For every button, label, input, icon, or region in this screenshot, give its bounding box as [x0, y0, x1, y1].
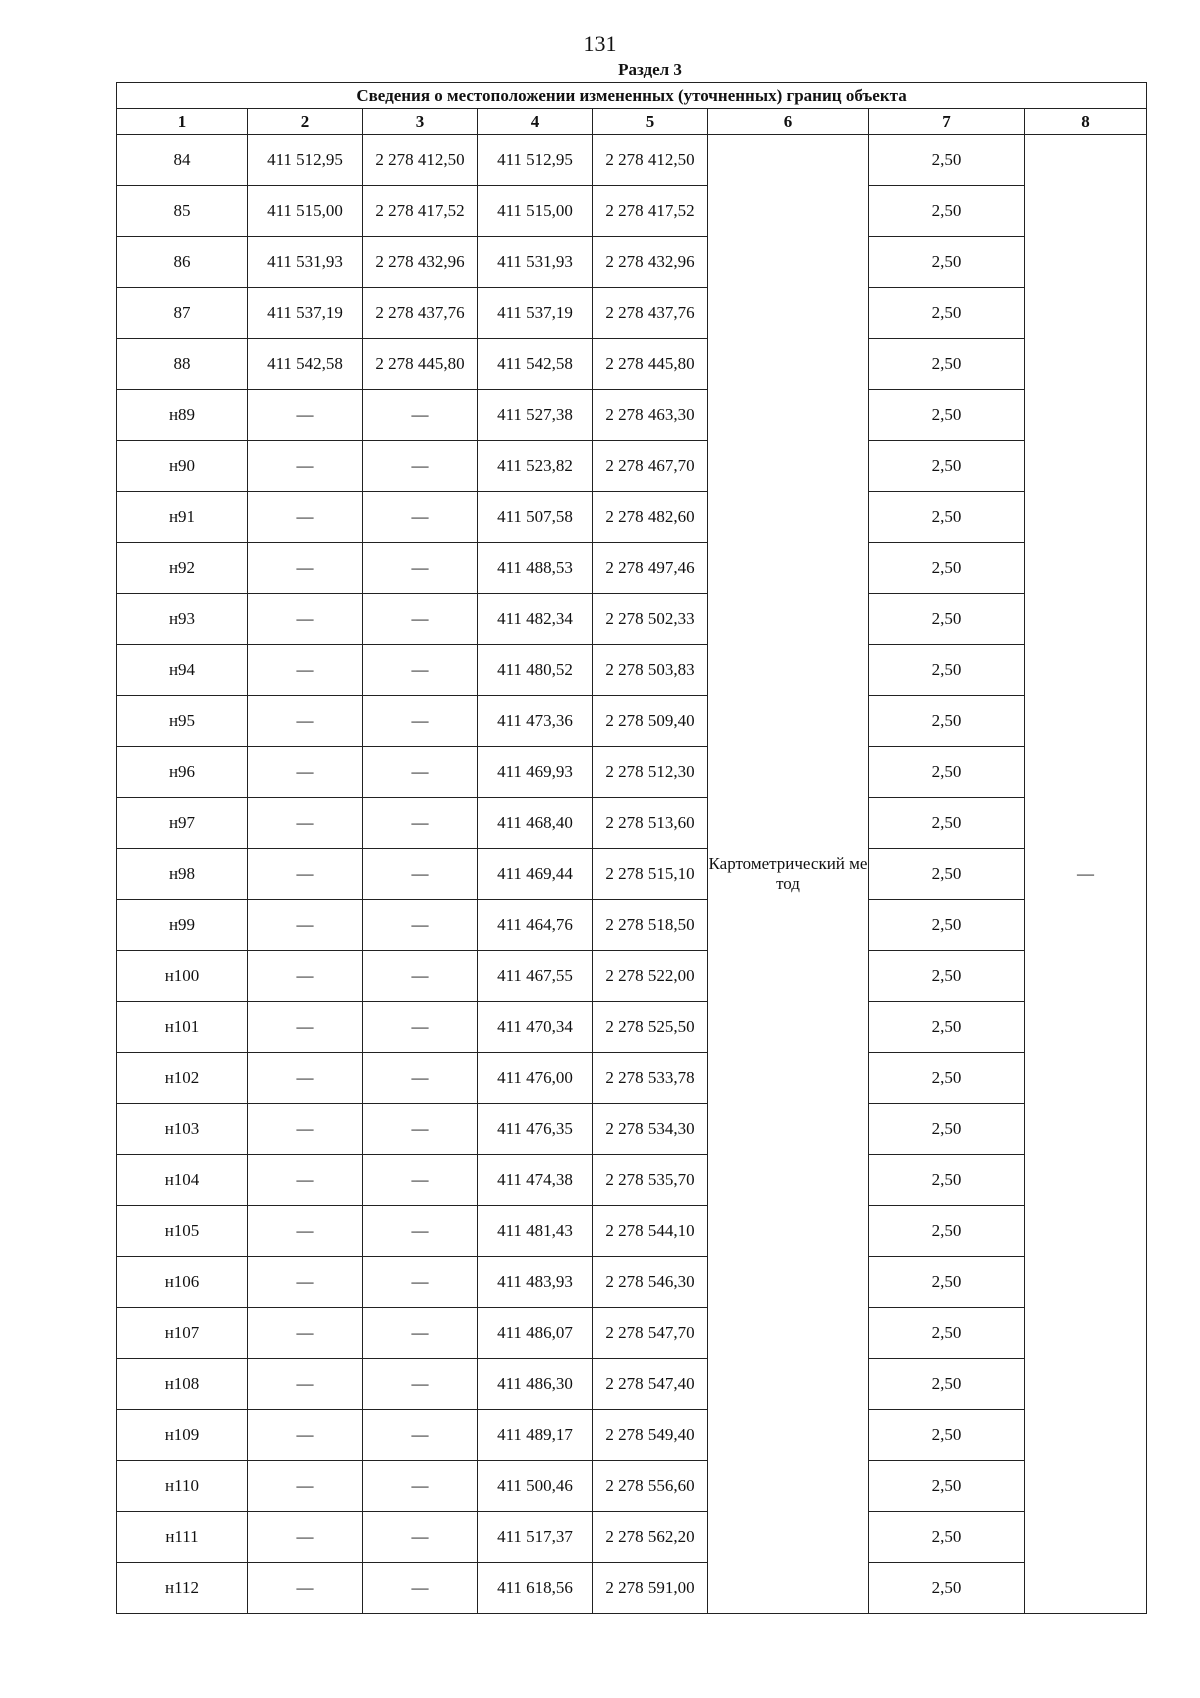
x-new-cell: 411 470,34: [478, 1002, 593, 1053]
y-new-cell: 2 278 417,52: [593, 186, 708, 237]
table-row: [117, 339, 1147, 390]
y-old-cell: —: [363, 798, 478, 849]
column-header-4: 4: [478, 109, 593, 135]
column-header-5: 5: [593, 109, 708, 135]
y-new-cell: 2 278 445,80: [593, 339, 708, 390]
y-new-cell: 2 278 556,60: [593, 1461, 708, 1512]
x-old-cell: —: [248, 645, 363, 696]
point-number-cell: 84: [117, 135, 248, 186]
accuracy-cell: 2,50: [869, 237, 1025, 288]
point-number-cell: н111: [117, 1512, 248, 1563]
y-old-cell: —: [363, 849, 478, 900]
x-new-cell: 411 480,52: [478, 645, 593, 696]
y-old-cell: 2 278 437,76: [363, 288, 478, 339]
x-new-cell: 411 500,46: [478, 1461, 593, 1512]
table-title: Сведения о местоположении измененных (уточненных) границ объекта: [117, 83, 1147, 109]
accuracy-cell: 2,50: [869, 1410, 1025, 1461]
x-new-cell: 411 523,82: [478, 441, 593, 492]
x-old-cell: 411 515,00: [248, 186, 363, 237]
accuracy-cell: 2,50: [869, 1257, 1025, 1308]
y-new-cell: 2 278 549,40: [593, 1410, 708, 1461]
x-new-cell: 411 476,00: [478, 1053, 593, 1104]
table-row: [117, 543, 1147, 594]
y-new-cell: 2 278 515,10: [593, 849, 708, 900]
x-old-cell: —: [248, 492, 363, 543]
column-header-8: 8: [1025, 109, 1147, 135]
x-old-cell: —: [248, 1257, 363, 1308]
y-new-cell: 2 278 535,70: [593, 1155, 708, 1206]
y-old-cell: —: [363, 1053, 478, 1104]
point-number-cell: н91: [117, 492, 248, 543]
x-old-cell: —: [248, 441, 363, 492]
y-new-cell: 2 278 544,10: [593, 1206, 708, 1257]
x-new-cell: 411 486,30: [478, 1359, 593, 1410]
column-header-2: 2: [248, 109, 363, 135]
point-number-cell: н96: [117, 747, 248, 798]
y-old-cell: —: [363, 1104, 478, 1155]
y-new-cell: 2 278 502,33: [593, 594, 708, 645]
x-new-cell: 411 476,35: [478, 1104, 593, 1155]
point-number-cell: н106: [117, 1257, 248, 1308]
y-new-cell: 2 278 534,30: [593, 1104, 708, 1155]
table-row: [117, 696, 1147, 747]
y-old-cell: —: [363, 1563, 478, 1614]
accuracy-cell: 2,50: [869, 645, 1025, 696]
x-old-cell: —: [248, 696, 363, 747]
table-row: [117, 1257, 1147, 1308]
y-new-cell: 2 278 525,50: [593, 1002, 708, 1053]
column-header-6: 6: [708, 109, 869, 135]
x-new-cell: 411 469,93: [478, 747, 593, 798]
y-old-cell: 2 278 445,80: [363, 339, 478, 390]
table-row: [117, 186, 1147, 237]
x-old-cell: —: [248, 1002, 363, 1053]
x-old-cell: —: [248, 1461, 363, 1512]
accuracy-cell: 2,50: [869, 1104, 1025, 1155]
accuracy-cell: 2,50: [869, 186, 1025, 237]
y-old-cell: —: [363, 492, 478, 543]
y-old-cell: —: [363, 1461, 478, 1512]
table-header-row: [117, 109, 1147, 135]
x-old-cell: —: [248, 1104, 363, 1155]
table-row: [117, 1563, 1147, 1614]
y-old-cell: —: [363, 951, 478, 1002]
table-row: [117, 492, 1147, 543]
point-number-cell: 86: [117, 237, 248, 288]
y-old-cell: —: [363, 1410, 478, 1461]
y-new-cell: 2 278 412,50: [593, 135, 708, 186]
x-old-cell: —: [248, 594, 363, 645]
accuracy-cell: 2,50: [869, 135, 1025, 186]
y-old-cell: —: [363, 1257, 478, 1308]
y-new-cell: 2 278 497,46: [593, 543, 708, 594]
point-number-cell: н110: [117, 1461, 248, 1512]
x-new-cell: 411 527,38: [478, 390, 593, 441]
point-number-cell: н101: [117, 1002, 248, 1053]
boundary-coordinates-table: [116, 82, 1147, 1614]
x-old-cell: —: [248, 900, 363, 951]
table-row: [117, 1155, 1147, 1206]
x-new-cell: 411 515,00: [478, 186, 593, 237]
accuracy-cell: 2,50: [869, 1461, 1025, 1512]
point-number-cell: н89: [117, 390, 248, 441]
x-new-cell: 411 483,93: [478, 1257, 593, 1308]
table-row: [117, 594, 1147, 645]
y-old-cell: —: [363, 594, 478, 645]
x-new-cell: 411 537,19: [478, 288, 593, 339]
table-row: [117, 1410, 1147, 1461]
x-new-cell: 411 464,76: [478, 900, 593, 951]
accuracy-cell: 2,50: [869, 798, 1025, 849]
accuracy-cell: 2,50: [869, 339, 1025, 390]
accuracy-cell: 2,50: [869, 1512, 1025, 1563]
point-number-cell: 85: [117, 186, 248, 237]
accuracy-cell: 2,50: [869, 1155, 1025, 1206]
y-old-cell: —: [363, 1002, 478, 1053]
point-number-cell: н104: [117, 1155, 248, 1206]
table-row: [117, 390, 1147, 441]
table-row: [117, 1206, 1147, 1257]
y-new-cell: 2 278 482,60: [593, 492, 708, 543]
section-label: Раздел 3: [618, 60, 682, 79]
x-old-cell: —: [248, 849, 363, 900]
y-new-cell: 2 278 512,30: [593, 747, 708, 798]
table-row: [117, 1002, 1147, 1053]
accuracy-cell: 2,50: [869, 288, 1025, 339]
point-number-cell: н109: [117, 1410, 248, 1461]
x-new-cell: 411 489,17: [478, 1410, 593, 1461]
point-number-cell: н99: [117, 900, 248, 951]
x-old-cell: 411 542,58: [248, 339, 363, 390]
y-new-cell: 2 278 591,00: [593, 1563, 708, 1614]
column-header-1: 1: [117, 109, 248, 135]
y-new-cell: 2 278 509,40: [593, 696, 708, 747]
accuracy-cell: 2,50: [869, 1308, 1025, 1359]
point-number-cell: н102: [117, 1053, 248, 1104]
point-number-cell: 87: [117, 288, 248, 339]
y-old-cell: —: [363, 441, 478, 492]
x-old-cell: 411 512,95: [248, 135, 363, 186]
y-new-cell: 2 278 437,76: [593, 288, 708, 339]
y-old-cell: —: [363, 747, 478, 798]
y-new-cell: 2 278 518,50: [593, 900, 708, 951]
table-row: [117, 1461, 1147, 1512]
table-row: [117, 441, 1147, 492]
y-new-cell: 2 278 533,78: [593, 1053, 708, 1104]
table-row: [117, 900, 1147, 951]
y-new-cell: 2 278 463,30: [593, 390, 708, 441]
y-new-cell: 2 278 547,40: [593, 1359, 708, 1410]
y-new-cell: 2 278 562,20: [593, 1512, 708, 1563]
x-new-cell: 411 517,37: [478, 1512, 593, 1563]
point-number-cell: н103: [117, 1104, 248, 1155]
x-old-cell: 411 531,93: [248, 237, 363, 288]
x-new-cell: 411 531,93: [478, 237, 593, 288]
y-old-cell: —: [363, 1512, 478, 1563]
x-new-cell: 411 512,95: [478, 135, 593, 186]
y-old-cell: —: [363, 645, 478, 696]
x-old-cell: —: [248, 543, 363, 594]
column-header-7: 7: [869, 109, 1025, 135]
table-row: [117, 951, 1147, 1002]
x-new-cell: 411 481,43: [478, 1206, 593, 1257]
point-number-cell: н107: [117, 1308, 248, 1359]
y-old-cell: —: [363, 1206, 478, 1257]
y-new-cell: 2 278 513,60: [593, 798, 708, 849]
x-old-cell: —: [248, 1410, 363, 1461]
y-new-cell: 2 278 546,30: [593, 1257, 708, 1308]
point-number-cell: н112: [117, 1563, 248, 1614]
x-new-cell: 411 473,36: [478, 696, 593, 747]
method-cell: Картометрический метод: [708, 135, 869, 1614]
table-row: [117, 135, 1147, 186]
accuracy-cell: 2,50: [869, 900, 1025, 951]
x-new-cell: 411 468,40: [478, 798, 593, 849]
x-old-cell: —: [248, 798, 363, 849]
y-old-cell: —: [363, 543, 478, 594]
table-row: [117, 1053, 1147, 1104]
x-new-cell: 411 467,55: [478, 951, 593, 1002]
accuracy-cell: 2,50: [869, 390, 1025, 441]
accuracy-cell: 2,50: [869, 1002, 1025, 1053]
y-new-cell: 2 278 547,70: [593, 1308, 708, 1359]
x-old-cell: —: [248, 1155, 363, 1206]
table-row: [117, 798, 1147, 849]
y-old-cell: —: [363, 390, 478, 441]
y-old-cell: 2 278 432,96: [363, 237, 478, 288]
x-new-cell: 411 474,38: [478, 1155, 593, 1206]
column-header-3: 3: [363, 109, 478, 135]
y-old-cell: —: [363, 1155, 478, 1206]
x-new-cell: 411 488,53: [478, 543, 593, 594]
column-8-cell: —: [1025, 135, 1147, 1614]
accuracy-cell: 2,50: [869, 492, 1025, 543]
table-row: [117, 1104, 1147, 1155]
y-new-cell: 2 278 432,96: [593, 237, 708, 288]
x-old-cell: —: [248, 1206, 363, 1257]
y-old-cell: —: [363, 696, 478, 747]
x-old-cell: —: [248, 747, 363, 798]
x-new-cell: 411 482,34: [478, 594, 593, 645]
table-row: [117, 1512, 1147, 1563]
accuracy-cell: 2,50: [869, 849, 1025, 900]
point-number-cell: н95: [117, 696, 248, 747]
x-old-cell: —: [248, 1308, 363, 1359]
table-row: [117, 849, 1147, 900]
x-old-cell: —: [248, 1053, 363, 1104]
point-number-cell: н100: [117, 951, 248, 1002]
x-old-cell: —: [248, 1512, 363, 1563]
accuracy-cell: 2,50: [869, 1053, 1025, 1104]
point-number-cell: н90: [117, 441, 248, 492]
accuracy-cell: 2,50: [869, 747, 1025, 798]
x-old-cell: 411 537,19: [248, 288, 363, 339]
table-row: [117, 1359, 1147, 1410]
accuracy-cell: 2,50: [869, 696, 1025, 747]
table-row: [117, 237, 1147, 288]
y-old-cell: —: [363, 1308, 478, 1359]
point-number-cell: н92: [117, 543, 248, 594]
table-row: [117, 288, 1147, 339]
x-new-cell: 411 618,56: [478, 1563, 593, 1614]
x-old-cell: —: [248, 951, 363, 1002]
point-number-cell: н98: [117, 849, 248, 900]
point-number-cell: н108: [117, 1359, 248, 1410]
y-new-cell: 2 278 522,00: [593, 951, 708, 1002]
x-old-cell: —: [248, 1359, 363, 1410]
y-old-cell: 2 278 412,50: [363, 135, 478, 186]
y-new-cell: 2 278 467,70: [593, 441, 708, 492]
table-row: [117, 1308, 1147, 1359]
point-number-cell: н97: [117, 798, 248, 849]
x-new-cell: 411 542,58: [478, 339, 593, 390]
table-row: [117, 747, 1147, 798]
x-new-cell: 411 507,58: [478, 492, 593, 543]
y-old-cell: —: [363, 900, 478, 951]
accuracy-cell: 2,50: [869, 1359, 1025, 1410]
point-number-cell: н94: [117, 645, 248, 696]
point-number-cell: 88: [117, 339, 248, 390]
x-new-cell: 411 469,44: [478, 849, 593, 900]
accuracy-cell: 2,50: [869, 1206, 1025, 1257]
accuracy-cell: 2,50: [869, 543, 1025, 594]
accuracy-cell: 2,50: [869, 1563, 1025, 1614]
y-old-cell: 2 278 417,52: [363, 186, 478, 237]
x-old-cell: —: [248, 1563, 363, 1614]
accuracy-cell: 2,50: [869, 594, 1025, 645]
accuracy-cell: 2,50: [869, 951, 1025, 1002]
x-old-cell: —: [248, 390, 363, 441]
y-new-cell: 2 278 503,83: [593, 645, 708, 696]
accuracy-cell: 2,50: [869, 441, 1025, 492]
table-row: [117, 645, 1147, 696]
x-new-cell: 411 486,07: [478, 1308, 593, 1359]
page-number: 131: [583, 31, 617, 56]
table-title-row: [117, 83, 1147, 109]
point-number-cell: н105: [117, 1206, 248, 1257]
point-number-cell: н93: [117, 594, 248, 645]
y-old-cell: —: [363, 1359, 478, 1410]
